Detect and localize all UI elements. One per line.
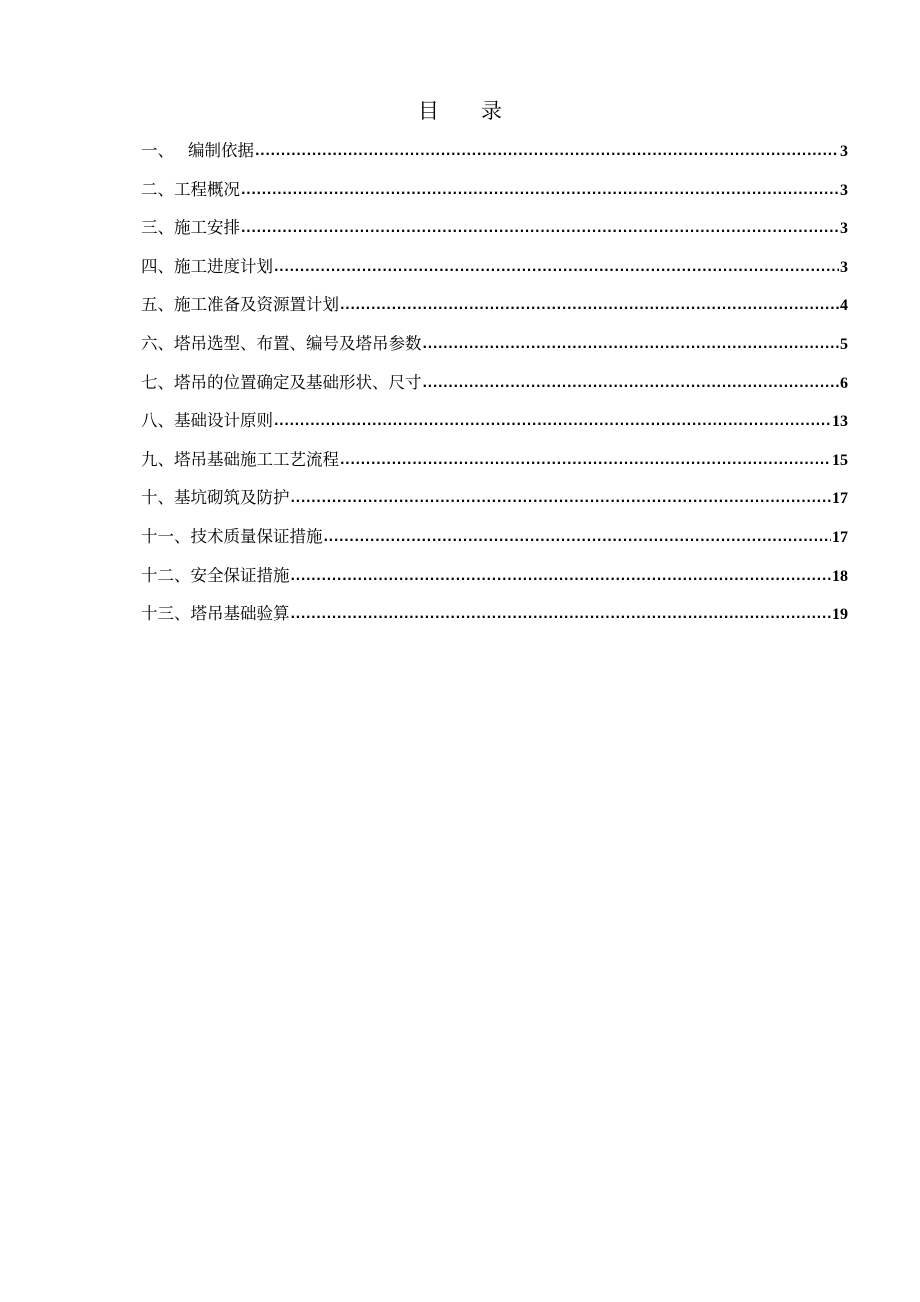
toc-entry-text: 施工安排 bbox=[174, 218, 240, 238]
toc-entry-number: 十、 bbox=[141, 488, 174, 508]
toc-leader-dots bbox=[291, 483, 832, 513]
toc-leader-dots bbox=[274, 406, 831, 436]
toc-entry-label bbox=[141, 175, 240, 205]
toc-entry-page: 15 bbox=[832, 451, 848, 469]
toc-entry-text: 工程概况 bbox=[174, 179, 240, 199]
toc-entry-text: 塔吊的位置确定及基础形状、尺寸 bbox=[174, 372, 422, 392]
toc-leader-dots bbox=[340, 445, 831, 475]
toc-entry-label bbox=[141, 445, 339, 475]
toc-entry-label bbox=[141, 599, 290, 629]
toc-entry-number: 六、 bbox=[141, 333, 174, 353]
toc-leader-dots bbox=[241, 175, 839, 205]
toc-entry[interactable] bbox=[141, 329, 848, 368]
toc-entry[interactable] bbox=[141, 136, 848, 175]
toc-entry-page: 3 bbox=[840, 143, 848, 160]
toc-entry[interactable] bbox=[141, 445, 848, 484]
toc-entry-label bbox=[141, 561, 290, 591]
toc-entry-label bbox=[141, 213, 240, 243]
toc-entry-label bbox=[141, 522, 323, 552]
toc-entry-number: 十一、 bbox=[141, 526, 191, 546]
toc-entry-label bbox=[141, 483, 290, 513]
toc-list bbox=[141, 136, 848, 638]
toc-entry-label bbox=[141, 406, 273, 436]
toc-entry-text: 安全保证措施 bbox=[190, 565, 290, 585]
toc-leader-dots bbox=[291, 561, 832, 591]
toc-entry-page: 19 bbox=[832, 606, 848, 624]
toc-title-char-2: 录 bbox=[481, 99, 502, 123]
toc-entry-number: 十三、 bbox=[141, 604, 191, 624]
toc-entry-number: 五、 bbox=[141, 295, 174, 315]
toc-entry-text: 施工进度计划 bbox=[174, 256, 273, 276]
toc-entry[interactable] bbox=[141, 561, 848, 600]
toc-entry-number: 二、 bbox=[141, 179, 174, 199]
toc-entry-page: 3 bbox=[840, 181, 848, 199]
toc-entry-page: 6 bbox=[840, 374, 848, 392]
toc-entry-text: 施工准备及资源置计划 bbox=[174, 295, 339, 315]
toc-entry[interactable] bbox=[141, 368, 848, 407]
toc-entry-text: 塔吊基础验算 bbox=[190, 604, 290, 624]
toc-entry-number: 四、 bbox=[141, 256, 174, 276]
toc-leader-dots bbox=[255, 136, 839, 166]
toc-entry-label bbox=[141, 252, 273, 282]
toc-leader-dots bbox=[274, 252, 839, 282]
toc-leader-dots bbox=[291, 599, 832, 629]
toc-entry-number: 八、 bbox=[141, 411, 174, 431]
toc-entry-text: 塔吊基础施工工艺流程 bbox=[174, 449, 339, 469]
toc-leader-dots bbox=[324, 522, 832, 552]
toc-entry[interactable] bbox=[141, 175, 848, 214]
toc-entry-page: 18 bbox=[832, 567, 848, 585]
toc-leader-dots bbox=[423, 329, 840, 359]
toc-entry-page: 17 bbox=[832, 528, 848, 546]
toc-entry-number: 一、 bbox=[141, 141, 174, 160]
toc-entry-number: 九、 bbox=[141, 449, 174, 469]
toc-entry[interactable] bbox=[141, 406, 848, 445]
toc-entry-text: 塔吊选型、布置、编号及塔吊参数 bbox=[174, 333, 422, 353]
toc-entry-text: 技术质量保证措施 bbox=[190, 526, 323, 546]
toc-entry-text: 基础设计原则 bbox=[174, 411, 273, 431]
toc-entry-page: 3 bbox=[840, 220, 848, 238]
toc-entry-number: 十二、 bbox=[141, 565, 191, 585]
toc-entry[interactable] bbox=[141, 522, 848, 561]
toc-entry-text: 编制依据 bbox=[188, 141, 254, 160]
toc-entry-label bbox=[141, 136, 254, 166]
toc-leader-dots bbox=[340, 290, 839, 320]
toc-entry-number: 七、 bbox=[141, 372, 174, 392]
toc-title-char-1: 目 bbox=[418, 99, 439, 123]
toc-title bbox=[0, 96, 920, 126]
toc-entry-text: 基坑砌筑及防护 bbox=[174, 488, 290, 508]
toc-entry-number: 三、 bbox=[141, 218, 174, 238]
toc-entry-label bbox=[141, 329, 422, 359]
toc-entry[interactable] bbox=[141, 290, 848, 329]
toc-entry-page: 17 bbox=[832, 490, 848, 508]
toc-entry-page: 13 bbox=[832, 413, 848, 431]
toc-entry[interactable] bbox=[141, 599, 848, 638]
toc-entry-page: 5 bbox=[840, 335, 848, 353]
toc-entry-page: 3 bbox=[840, 258, 848, 276]
toc-entry[interactable] bbox=[141, 483, 848, 522]
toc-entry-label bbox=[141, 368, 422, 398]
toc-leader-dots bbox=[423, 368, 840, 398]
toc-entry-label bbox=[141, 290, 339, 320]
toc-leader-dots bbox=[241, 213, 839, 243]
toc-entry[interactable] bbox=[141, 252, 848, 291]
toc-entry[interactable] bbox=[141, 213, 848, 252]
toc-entry-page: 4 bbox=[840, 297, 848, 315]
